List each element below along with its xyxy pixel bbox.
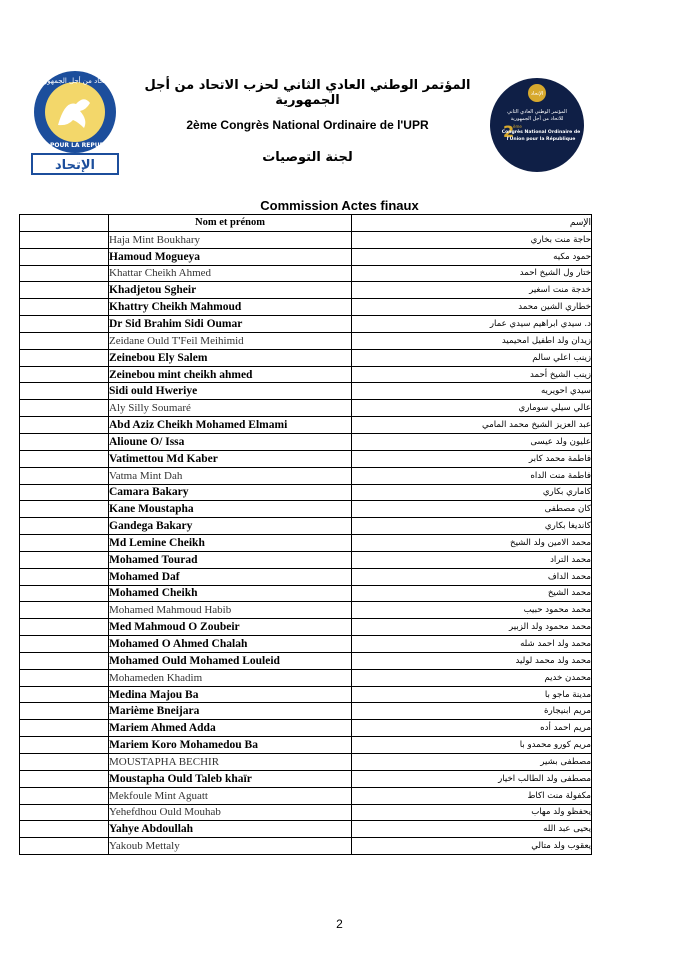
member-name-fr: Kane Moustapha <box>109 501 352 518</box>
member-name-ar: محمد محمود ولد الزبير <box>352 619 592 636</box>
member-name-fr: Sidi ould Hweriye <box>109 383 352 400</box>
blank-cell <box>20 585 109 602</box>
member-name-fr: Mohamed Mahmoud Habib <box>109 602 352 619</box>
table-row <box>20 535 592 552</box>
member-name-ar: مريم كورو محمدو با <box>352 737 592 754</box>
member-name-ar: عليون ولد عيسى <box>352 433 592 450</box>
member-name-fr: Medina Majou Ba <box>109 686 352 703</box>
table-row <box>20 467 592 484</box>
table-row <box>20 703 592 720</box>
table-row <box>20 248 592 265</box>
blank-cell <box>20 619 109 636</box>
blank-cell <box>20 383 109 400</box>
blank-cell <box>20 332 109 349</box>
member-name-ar: كانديغا بكاري <box>352 518 592 535</box>
blank-cell <box>20 669 109 686</box>
member-name-ar: مصطفى بشير <box>352 754 592 771</box>
blank-cell <box>20 518 109 535</box>
member-name-ar: عالي سيلي سوماري <box>352 400 592 417</box>
blank-cell <box>20 636 109 653</box>
blank-cell <box>20 686 109 703</box>
blank-cell <box>20 400 109 417</box>
blank-cell <box>20 501 109 518</box>
member-name-fr: Yakoub Mettaly <box>109 838 352 855</box>
blank-cell <box>20 299 109 316</box>
svg-text:للاتحاد من أجل الجمهورية: للاتحاد من أجل الجمهورية <box>510 116 564 122</box>
table-row <box>20 400 592 417</box>
svg-text:UNION POUR LA REPUBLIQUE: UNION POUR LA REPUBLIQUE <box>25 142 125 149</box>
table-row <box>20 299 592 316</box>
table-row <box>20 366 592 383</box>
header-title-fr: 2ème Congrès National Ordinaire de l'UPR <box>186 118 429 132</box>
blank-cell <box>20 450 109 467</box>
member-name-fr: Mekfoule Mint Aguatt <box>109 787 352 804</box>
member-name-ar: يعقوب ولد متالي <box>352 838 592 855</box>
member-name-ar: فاطمة محمد كابر <box>352 450 592 467</box>
member-name-fr: Zeinebou Ely Salem <box>109 349 352 366</box>
upr-logo <box>18 70 133 178</box>
blank-cell <box>20 316 109 333</box>
table-row <box>20 450 592 467</box>
table-row <box>20 484 592 501</box>
member-name-fr: Mohamed Ould Mohamed Louleid <box>109 652 352 669</box>
member-name-ar: يحفظو ولد مهاب <box>352 804 592 821</box>
member-name-fr: Gandega Bakary <box>109 518 352 535</box>
table-row <box>20 231 592 248</box>
blank-cell <box>20 551 109 568</box>
member-name-ar: محمد ولد محمد لوليد <box>352 652 592 669</box>
blank-cell <box>20 770 109 787</box>
table-row <box>20 619 592 636</box>
member-name-ar: خطاري الشين محمد <box>352 299 592 316</box>
member-name-ar: محمد الشيخ <box>352 585 592 602</box>
member-name-ar: كان مصطفى <box>352 501 592 518</box>
member-name-fr: Camara Bakary <box>109 484 352 501</box>
member-name-fr: Aly Silly Soumaré <box>109 400 352 417</box>
member-name-ar: عبد العزيز الشيخ محمد المامي <box>352 417 592 434</box>
svg-text:الإتحاد: الإتحاد <box>55 158 95 173</box>
blank-cell <box>20 265 109 282</box>
table-row <box>20 551 592 568</box>
table-row <box>20 669 592 686</box>
table-row <box>20 787 592 804</box>
table-header-row <box>20 215 592 232</box>
table-row <box>20 754 592 771</box>
member-name-fr: Mohamed Cheikh <box>109 585 352 602</box>
member-name-ar: زينب اعلي سالم <box>352 349 592 366</box>
table-row <box>20 332 592 349</box>
member-name-ar: كاماري بكاري <box>352 484 592 501</box>
blank-cell <box>20 535 109 552</box>
member-name-fr: Vatimettou Md Kaber <box>109 450 352 467</box>
blank-cell <box>20 652 109 669</box>
member-name-fr: Khadjetou Sgheir <box>109 282 352 299</box>
member-name-ar: مريم احمد أده <box>352 720 592 737</box>
member-name-fr: Yehefdhou Ould Mouhab <box>109 804 352 821</box>
member-name-ar: مكفولة منت اكاط <box>352 787 592 804</box>
table-row <box>20 686 592 703</box>
table-row <box>20 838 592 855</box>
member-name-ar: زيدان ولد اطفيل امحيميد <box>352 332 592 349</box>
blank-cell <box>20 703 109 720</box>
member-name-fr: Moustapha Ould Taleb khaïr <box>109 770 352 787</box>
member-name-fr: Med Mahmoud O Zoubeir <box>109 619 352 636</box>
member-name-ar: مدينة ماجو با <box>352 686 592 703</box>
header-title-ar: المؤتمر الوطني العادي الثاني لحزب الاتحاد من أجل الجمهورية <box>144 78 471 108</box>
blank-cell <box>20 787 109 804</box>
member-name-fr: Dr Sid Brahim Sidi Oumar <box>109 316 352 333</box>
member-name-fr: Mohameden Khadim <box>109 669 352 686</box>
table-row <box>20 636 592 653</box>
member-name-fr: Haja Mint Boukhary <box>109 231 352 248</box>
member-name-fr: Marième Bneijara <box>109 703 352 720</box>
blank-cell <box>20 248 109 265</box>
blank-header-cell <box>20 215 109 232</box>
svg-text:المؤتمر الوطني العادي الثاني: المؤتمر الوطني العادي الثاني <box>507 109 567 115</box>
member-name-fr: Khattry Cheikh Mahmoud <box>109 299 352 316</box>
svg-text:ème: ème <box>513 124 522 129</box>
blank-cell <box>20 568 109 585</box>
table-row <box>20 737 592 754</box>
member-name-ar: يحيى عبد الله <box>352 821 592 838</box>
table-row <box>20 821 592 838</box>
blank-cell <box>20 484 109 501</box>
member-name-ar: محمد محمود حبيب <box>352 602 592 619</box>
member-name-fr: Md Lemine Cheikh <box>109 535 352 552</box>
member-name-fr: Vatma Mint Dah <box>109 467 352 484</box>
member-name-fr: Hamoud Mogueya <box>109 248 352 265</box>
svg-text:الإتحاد: الإتحاد <box>530 91 544 97</box>
member-name-ar: سيدي احويريه <box>352 383 592 400</box>
table-row <box>20 265 592 282</box>
header-name-fr: Nom et prénom <box>109 215 352 232</box>
blank-cell <box>20 602 109 619</box>
table-row <box>20 501 592 518</box>
member-name-fr: Zeidane Ould T'Feil Meihimid <box>109 332 352 349</box>
blank-cell <box>20 433 109 450</box>
table-row <box>20 720 592 737</box>
table-row <box>20 602 592 619</box>
member-name-ar: مريم ابنيجارة <box>352 703 592 720</box>
blank-cell <box>20 754 109 771</box>
commission-title: Commission Actes finaux <box>260 198 419 213</box>
table-row <box>20 383 592 400</box>
blank-cell <box>20 838 109 855</box>
member-name-fr: Abd Aziz Cheikh Mohamed Elmami <box>109 417 352 434</box>
member-name-ar: ختار ول الشيخ احمد <box>352 265 592 282</box>
table-row <box>20 349 592 366</box>
member-name-ar: محمد ولد احمد شله <box>352 636 592 653</box>
member-name-fr: MOUSTAPHA BECHIR <box>109 754 352 771</box>
member-name-ar: مصطفى ولد الطالب اخيار <box>352 770 592 787</box>
table-row <box>20 585 592 602</box>
member-name-ar: محمدن خديم <box>352 669 592 686</box>
blank-cell <box>20 349 109 366</box>
blank-cell <box>20 737 109 754</box>
table-row <box>20 518 592 535</box>
table-row <box>20 568 592 585</box>
svg-text:Congrès National Ordinaire de: Congrès National Ordinaire de <box>501 130 581 135</box>
member-name-fr: Khattar Cheikh Ahmed <box>109 265 352 282</box>
member-name-fr: Zeinebou mint cheikh ahmed <box>109 366 352 383</box>
blank-cell <box>20 467 109 484</box>
header-name-ar: الإسم <box>352 215 592 232</box>
member-name-ar: حمود مكيه <box>352 248 592 265</box>
member-name-fr: Alioune O/ Issa <box>109 433 352 450</box>
header-subtitle-ar: لجنة التوصيات <box>262 150 353 165</box>
member-name-ar: فاطمة منت الداه <box>352 467 592 484</box>
member-name-fr: Mohamed Daf <box>109 568 352 585</box>
member-name-ar: زينب الشيخ أحمد <box>352 366 592 383</box>
table-row <box>20 282 592 299</box>
member-name-ar: محمد الداف <box>352 568 592 585</box>
svg-text:2: 2 <box>503 122 515 141</box>
member-name-ar: محمد التراد <box>352 551 592 568</box>
blank-cell <box>20 282 109 299</box>
member-name-fr: Yahye Abdoullah <box>109 821 352 838</box>
table-row <box>20 417 592 434</box>
blank-cell <box>20 231 109 248</box>
table-row <box>20 433 592 450</box>
table-row <box>20 652 592 669</box>
table-row <box>20 770 592 787</box>
congress-logo <box>481 75 593 175</box>
blank-cell <box>20 720 109 737</box>
blank-cell <box>20 366 109 383</box>
page-number: 2 <box>336 917 343 931</box>
member-name-fr: Mariem Koro Mohamedou Ba <box>109 737 352 754</box>
table-row <box>20 316 592 333</box>
blank-cell <box>20 821 109 838</box>
member-name-fr: Mohamed Tourad <box>109 551 352 568</box>
blank-cell <box>20 804 109 821</box>
table-row <box>20 804 592 821</box>
member-name-ar: خدجة منت اسغير <box>352 282 592 299</box>
svg-text:l'Union pour la République: l'Union pour la République <box>506 137 576 142</box>
svg-text:الإتحاد من أجل الجمهورية: الإتحاد من أجل الجمهورية <box>38 77 112 85</box>
blank-cell <box>20 417 109 434</box>
member-name-ar: حاجة منت بخاري <box>352 231 592 248</box>
member-name-fr: Mohamed O Ahmed Chalah <box>109 636 352 653</box>
member-name-ar: محمد الامين ولد الشيخ <box>352 535 592 552</box>
member-name-fr: Mariem Ahmed Adda <box>109 720 352 737</box>
member-name-ar: د. سيدي ابراهيم سيدي عمار <box>352 316 592 333</box>
members-table <box>19 214 592 855</box>
